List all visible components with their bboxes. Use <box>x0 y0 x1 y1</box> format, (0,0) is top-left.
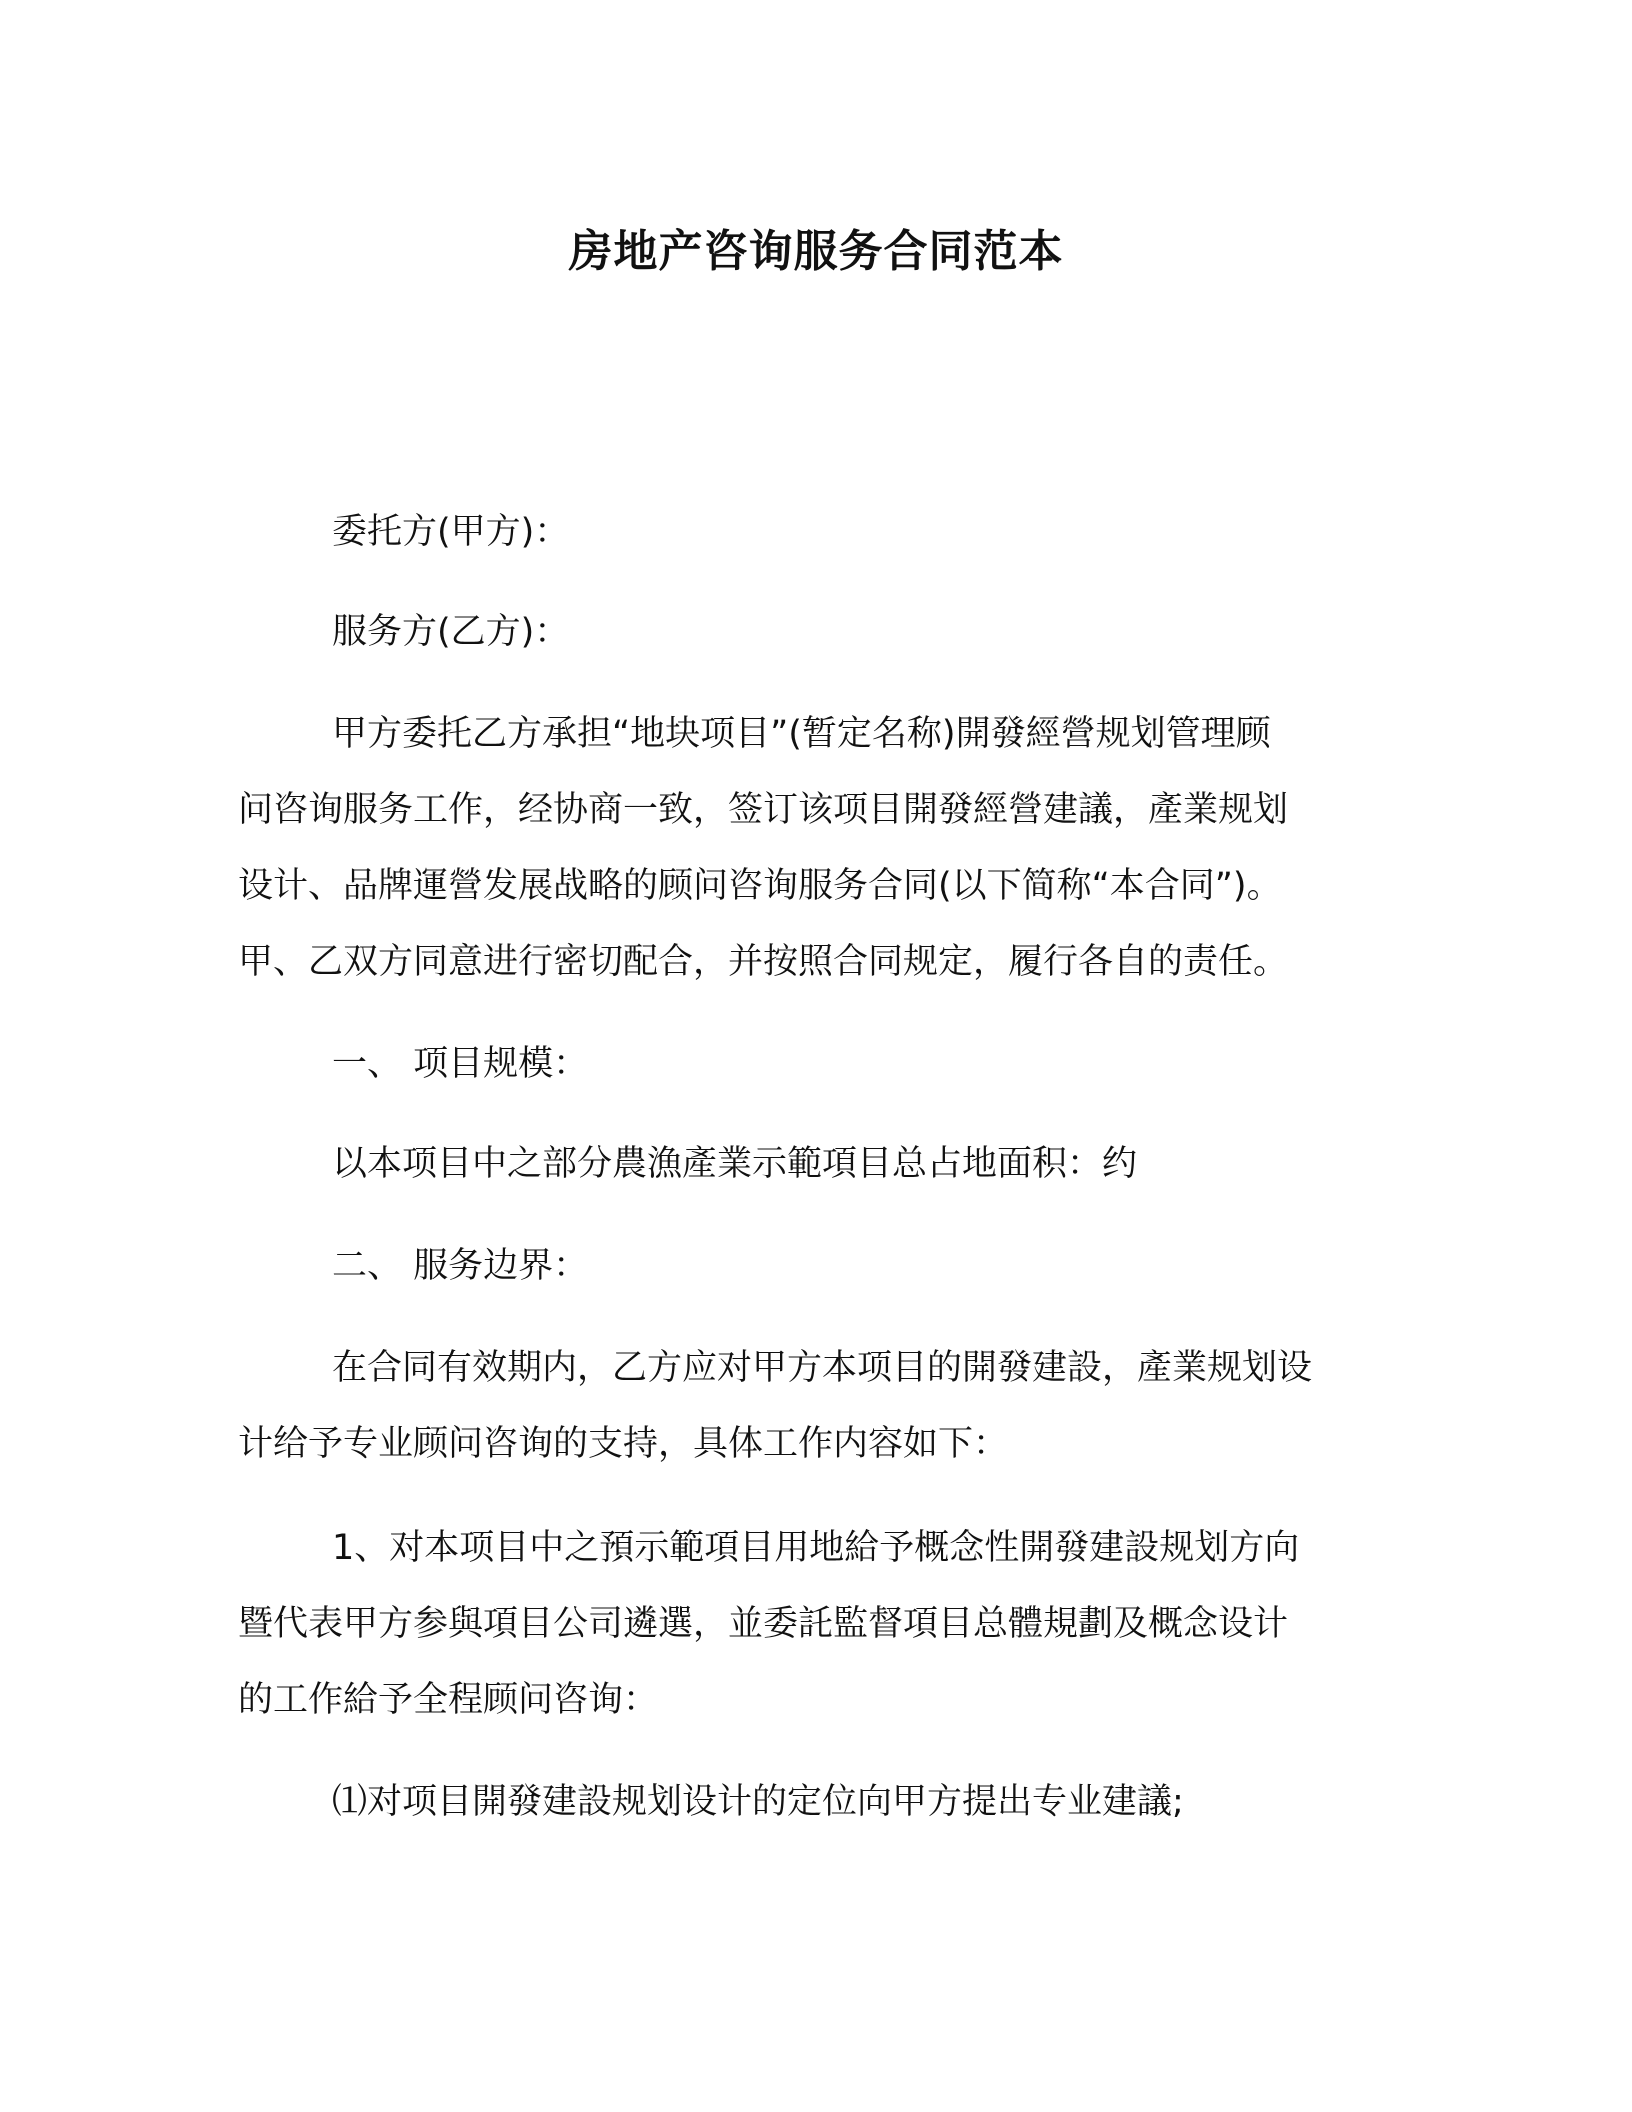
section-1-heading: 一、 项目规模： <box>332 1044 589 1084</box>
item-1-paragraph <box>238 1510 1299 1738</box>
intro-line: 设计、品牌運營发展战略的顾问咨询服务合同(以下简称“本合同”)。 <box>238 866 1282 906</box>
section-2-line: 在合同有效期内，乙方应对甲方本项目的開發建設，產業规划设 <box>332 1348 1313 1388</box>
section-1-text: 以本项目中之部分農漁產業示範項目总占地面积：约 <box>332 1144 1138 1184</box>
item-1-line: 暨代表甲方参與項目公司遴選，並委託監督項目总體規劃及概念设计 <box>238 1604 1289 1644</box>
intro-paragraph <box>238 696 1288 1000</box>
section-2-line: 计给予专业顾问咨询的支持，具体工作内容如下： <box>238 1424 1009 1464</box>
section-2-heading: 二、 服务边界： <box>332 1246 589 1286</box>
party-b-line: 服务方(乙方)： <box>332 612 570 652</box>
item-1-sub-1: ⑴对项目開發建設规划设计的定位向甲方提出专业建議; <box>332 1782 1184 1822</box>
item-1-line: 1、对本项目中之預示範項目用地給予概念性開發建設规划方向 <box>332 1528 1300 1568</box>
intro-line: 甲、乙双方同意进行密切配合，并按照合同规定，履行各自的责任。 <box>238 942 1289 982</box>
party-a-line: 委托方(甲方)： <box>332 512 570 552</box>
intro-line: 问咨询服务工作，经协商一致，签订该项目開發經營建議，產業规划 <box>238 790 1289 830</box>
item-1-line: 的工作給予全程顾问咨询： <box>238 1680 659 1720</box>
section-2-paragraph <box>238 1330 1312 1482</box>
intro-line: 甲方委托乙方承担“地块项目”(暂定名称)開發經營规划管理顾 <box>332 714 1271 754</box>
document-title: 房地产咨询服务合同范本 <box>568 226 1064 277</box>
